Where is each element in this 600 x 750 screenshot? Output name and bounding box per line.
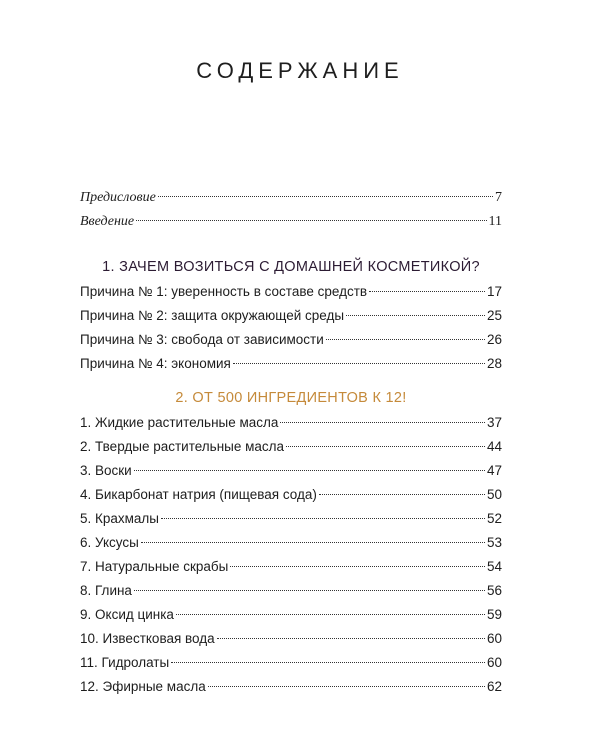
toc-entry-page: 59 bbox=[486, 607, 502, 622]
toc-entry-page: 7 bbox=[495, 190, 502, 205]
toc-entry-introduction[interactable] bbox=[80, 210, 502, 234]
toc-entry[interactable] bbox=[80, 459, 502, 483]
toc-entry[interactable] bbox=[80, 531, 502, 555]
toc-entry-preface[interactable] bbox=[80, 186, 502, 210]
toc-entry[interactable] bbox=[80, 280, 502, 304]
toc-entry[interactable] bbox=[80, 651, 502, 675]
toc-entry-label: 10. Известковая вода bbox=[80, 631, 215, 646]
dot-leader bbox=[346, 315, 485, 316]
dot-leader bbox=[208, 686, 485, 687]
toc-entry-label: 7. Натуральные скрабы bbox=[80, 559, 229, 574]
toc-entry[interactable] bbox=[80, 507, 502, 531]
page-title: СОДЕРЖАНИЕ bbox=[196, 58, 404, 83]
toc-entry[interactable] bbox=[80, 483, 502, 507]
dot-leader bbox=[134, 590, 485, 591]
toc-entry[interactable] bbox=[80, 603, 502, 627]
toc-entry-label: Причина № 1: уверенность в составе средств bbox=[80, 284, 368, 299]
dot-leader bbox=[326, 339, 485, 340]
toc-entry-label: 12. Эфирные масла bbox=[80, 679, 206, 694]
toc-entry-label: 1. Жидкие растительные масла bbox=[80, 415, 279, 430]
section-1-heading[interactable]: 1. ЗАЧЕМ ВОЗИТЬСЯ С ДОМАШНЕЙ КОСМЕТИКОЙ? bbox=[102, 259, 480, 275]
toc-entry-page: 28 bbox=[486, 356, 502, 371]
toc-entry[interactable] bbox=[80, 352, 502, 376]
toc-entry-label: 4. Бикарбонат натрия (пищевая сода) bbox=[80, 487, 317, 502]
dot-leader bbox=[134, 470, 485, 471]
toc-entry-label: Введение bbox=[80, 214, 135, 229]
toc-entry-page: 25 bbox=[486, 308, 502, 323]
dot-leader bbox=[280, 422, 485, 423]
dot-leader bbox=[176, 614, 485, 615]
toc-entry-page: 60 bbox=[486, 655, 502, 670]
toc-entry-label: 3. Воски bbox=[80, 463, 132, 478]
toc-entry[interactable] bbox=[80, 675, 502, 699]
toc-entry-page: 56 bbox=[486, 583, 502, 598]
section-2-heading[interactable]: 2. ОТ 500 ИНГРЕДИЕНТОВ К 12! bbox=[175, 390, 407, 406]
dot-leader bbox=[171, 662, 485, 663]
toc-section-2 bbox=[80, 385, 502, 699]
toc-entry[interactable] bbox=[80, 411, 502, 435]
toc-entry-page: 11 bbox=[488, 214, 502, 229]
toc-entry-page: 37 bbox=[486, 415, 502, 430]
dot-leader bbox=[286, 446, 485, 447]
dot-leader bbox=[233, 363, 485, 364]
dot-leader bbox=[217, 638, 485, 639]
toc-entry-label: 2. Твердые растительные масла bbox=[80, 439, 285, 454]
toc-entry-label: Причина № 3: свобода от зависимости bbox=[80, 332, 324, 347]
dot-leader bbox=[136, 220, 486, 221]
toc-entry-label: 9. Оксид цинка bbox=[80, 607, 174, 622]
toc-entry-page: 47 bbox=[486, 463, 502, 478]
dot-leader bbox=[369, 291, 485, 292]
toc-entry-page: 52 bbox=[486, 511, 502, 526]
toc-entry-label: Причина № 4: экономия bbox=[80, 356, 231, 371]
toc-entry[interactable] bbox=[80, 579, 502, 603]
toc-entry-page: 60 bbox=[486, 631, 502, 646]
toc-intro bbox=[80, 186, 502, 234]
toc-entry-page: 53 bbox=[486, 535, 502, 550]
toc-entry-page: 54 bbox=[486, 559, 502, 574]
toc-entry-label: Предисловие bbox=[80, 190, 156, 205]
toc-entry-label: 6. Уксусы bbox=[80, 535, 139, 550]
toc-entry-label: 11. Гидролаты bbox=[80, 655, 170, 670]
toc-entry-page: 17 bbox=[486, 284, 502, 299]
toc-entry-page: 62 bbox=[486, 679, 502, 694]
dot-leader bbox=[158, 196, 493, 197]
toc-entry-page: 50 bbox=[486, 487, 502, 502]
toc-entry[interactable] bbox=[80, 435, 502, 459]
dot-leader bbox=[230, 566, 485, 567]
toc-entry-label: 8. Глина bbox=[80, 583, 132, 598]
toc-entry-page: 44 bbox=[486, 439, 502, 454]
toc-entry-label: Причина № 2: защита окружающей среды bbox=[80, 308, 345, 323]
toc-entry-page: 26 bbox=[486, 332, 502, 347]
toc-entry-label: 5. Крахмалы bbox=[80, 511, 160, 526]
dot-leader bbox=[141, 542, 485, 543]
dot-leader bbox=[319, 494, 485, 495]
dot-leader bbox=[161, 518, 485, 519]
toc-section-1 bbox=[80, 254, 502, 376]
toc-entry[interactable] bbox=[80, 328, 502, 352]
toc-entry[interactable] bbox=[80, 304, 502, 328]
toc-entry[interactable] bbox=[80, 555, 502, 579]
toc-entry[interactable] bbox=[80, 627, 502, 651]
